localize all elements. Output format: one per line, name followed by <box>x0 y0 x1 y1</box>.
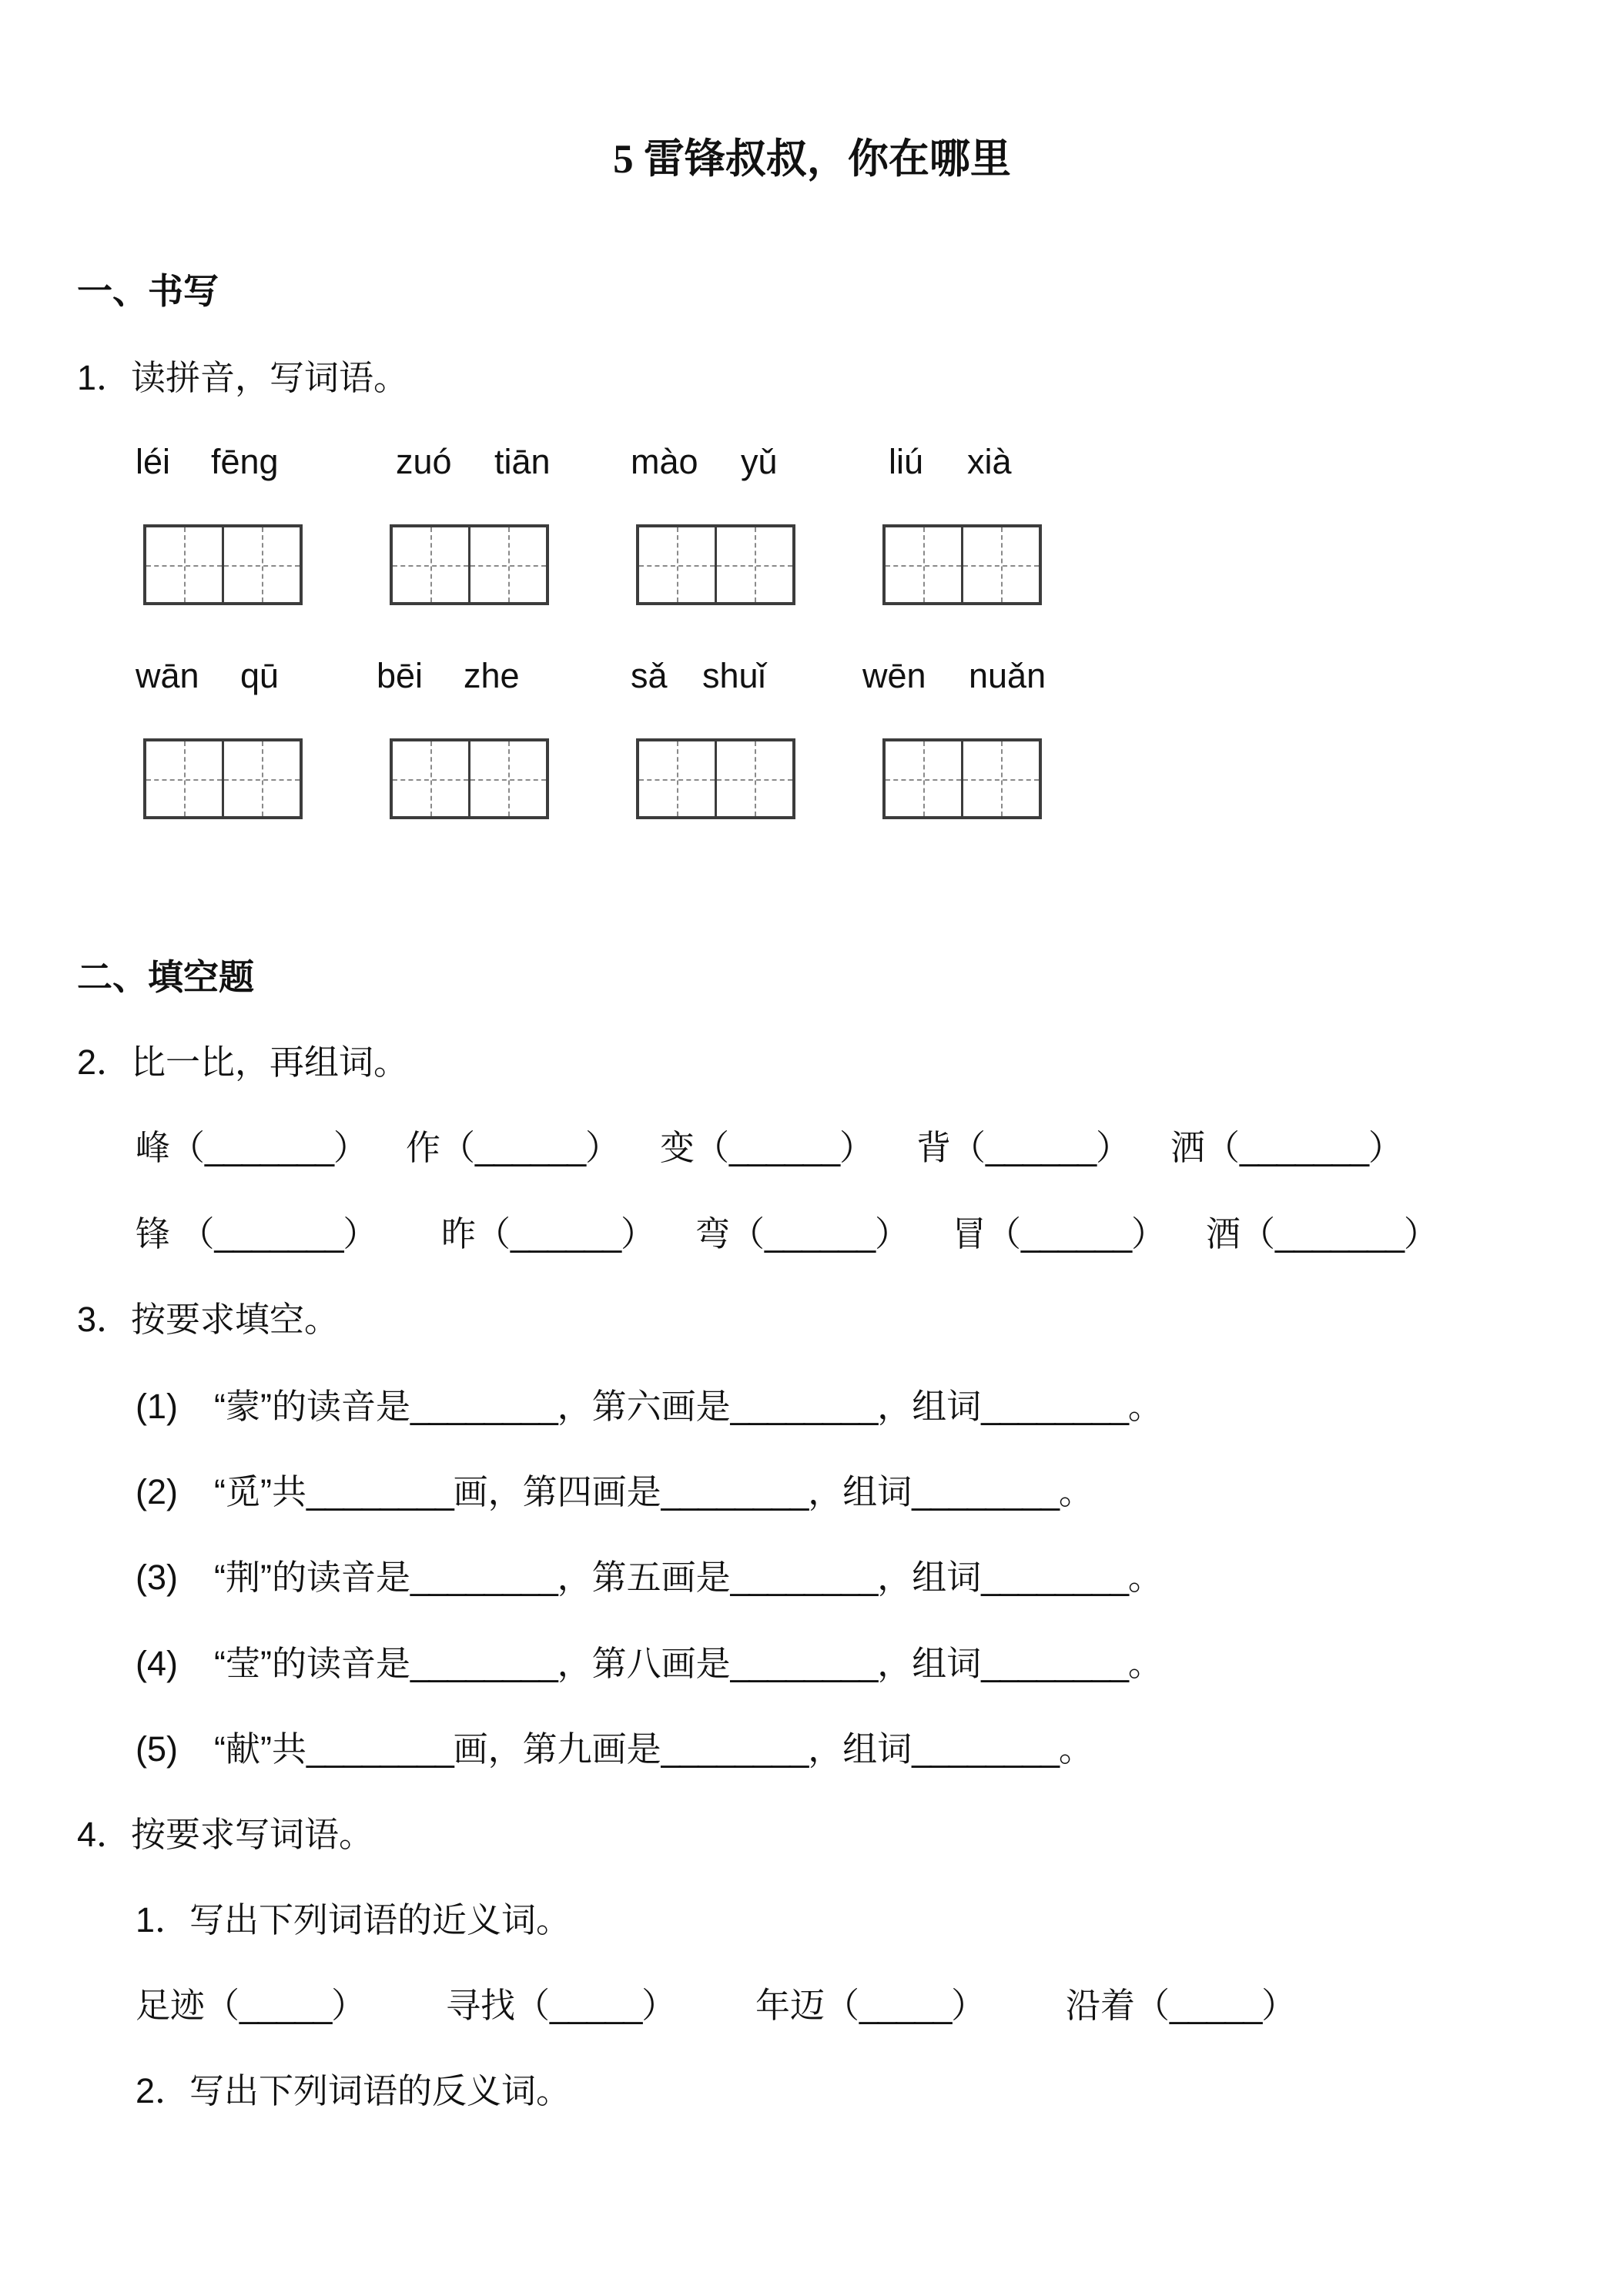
paren-close: ） <box>331 1986 367 2025</box>
answer-blank: _____ <box>859 1986 952 2025</box>
answer-blank: ________ <box>306 1472 454 1511</box>
answer-blank: ______ <box>475 1128 585 1167</box>
item-number: (4) <box>136 1644 178 1683</box>
answer-blank: ________ <box>912 1472 1059 1511</box>
answer-blank: _____ <box>239 1986 332 2025</box>
compare-item <box>136 1211 377 1257</box>
paren-close: ） <box>1095 1128 1130 1167</box>
item-text: 。 <box>1127 1558 1163 1597</box>
answer-blank: ______ <box>986 1128 1096 1167</box>
item-char: 峰（ <box>136 1128 206 1167</box>
item-text: “献”共 <box>214 1729 306 1769</box>
answer-blank: ______ <box>729 1128 839 1167</box>
item-word: 沿着（ <box>1066 1986 1170 2025</box>
question-2-prompt: 2．比一比，再组词。 <box>77 1043 409 1082</box>
synonym-prompt: 1．写出下列词语的近义词。 <box>136 1900 571 1940</box>
paren-close: ） <box>641 1986 677 2025</box>
paren-close: ） <box>1261 1986 1297 2025</box>
paren-close: ） <box>1403 1214 1438 1253</box>
item-text: 画，第四画是 <box>453 1472 661 1511</box>
answer-blank: ________ <box>410 1644 558 1683</box>
compare-item <box>695 1211 909 1257</box>
pinyin-syllable: bēi <box>377 656 424 695</box>
tianzige-box <box>636 524 795 605</box>
answer-blank: ________ <box>410 1387 558 1426</box>
tianzige-cell <box>222 527 300 602</box>
item-char: 锋 （ <box>136 1214 215 1253</box>
answer-blank: ________ <box>661 1472 809 1511</box>
tianzige-cell <box>468 527 546 602</box>
pinyin-syllable: xià <box>967 442 1012 481</box>
pinyin-syllable: fēng <box>211 442 279 481</box>
fill-item <box>136 1384 1163 1430</box>
item-number: (1) <box>136 1387 178 1426</box>
paren-close: ） <box>1130 1214 1166 1253</box>
page-title: 5 雷锋叔叔，你在哪里 <box>613 137 1011 182</box>
answer-blank: _______ <box>205 1128 333 1167</box>
synonym-item <box>1066 1983 1296 2029</box>
pinyin-syllable: wān <box>136 656 199 695</box>
item-text: 。 <box>1058 1729 1093 1769</box>
tianzige-box <box>143 524 303 605</box>
paren-close: ） <box>1368 1128 1403 1167</box>
item-text: “荆”的读音是 <box>214 1558 410 1597</box>
item-word: 寻找（ <box>446 1986 551 2025</box>
item-char: 昨（ <box>441 1214 511 1253</box>
answer-blank: ________ <box>981 1644 1128 1683</box>
paren-close: ） <box>874 1214 909 1253</box>
answer-blank: ________ <box>981 1558 1128 1597</box>
question-3-prompt: 3．按要求填空。 <box>77 1300 340 1339</box>
pinyin-syllable: wēn <box>862 656 926 695</box>
tianzige-box <box>390 738 549 819</box>
synonym-item <box>755 1983 986 2029</box>
item-char: 洒（ <box>1170 1128 1241 1167</box>
compare-item <box>916 1125 1130 1171</box>
answer-blank: ______ <box>1021 1214 1131 1253</box>
answer-blank: ______ <box>511 1214 621 1253</box>
tianzige-cell <box>961 741 1039 816</box>
compare-item <box>952 1211 1166 1257</box>
tianzige-box <box>882 738 1042 819</box>
item-char: 背（ <box>916 1128 986 1167</box>
tianzige-cell <box>886 741 961 816</box>
tianzige-cell <box>222 741 300 816</box>
item-text: ，组词 <box>877 1387 982 1426</box>
item-word: 足迹（ <box>136 1986 240 2025</box>
tianzige-box <box>390 524 549 605</box>
fill-item <box>136 1726 1093 1772</box>
item-char: 作（ <box>406 1128 476 1167</box>
item-number: (3) <box>136 1558 178 1597</box>
pinyin-syllable: sǎ <box>631 656 668 695</box>
answer-blank: ________ <box>306 1729 454 1769</box>
compare-item <box>1170 1125 1403 1171</box>
synonym-item <box>446 1983 676 2029</box>
answer-blank: _____ <box>550 1986 642 2025</box>
pinyin-syllable: tiān <box>494 442 551 481</box>
item-char: 变（ <box>660 1128 730 1167</box>
fill-item <box>136 1555 1163 1601</box>
pinyin-syllable: yǔ <box>741 442 778 481</box>
item-text: 。 <box>1127 1387 1163 1426</box>
item-text: “蒙”的读音是 <box>214 1387 410 1426</box>
answer-blank: ________ <box>981 1387 1128 1426</box>
answer-blank: _______ <box>214 1214 343 1253</box>
pinyin-syllable: qū <box>240 656 280 695</box>
item-text: ，组词 <box>877 1644 982 1683</box>
pinyin-syllable: léi <box>136 442 171 481</box>
paren-close: ） <box>620 1214 655 1253</box>
tianzige-cell <box>715 741 792 816</box>
item-char: 酒（ <box>1206 1214 1276 1253</box>
compare-item <box>660 1125 874 1171</box>
tianzige-cell <box>715 527 792 602</box>
item-text: 画，第九画是 <box>453 1729 661 1769</box>
fill-item <box>136 1469 1093 1515</box>
pinyin-syllable: liú <box>889 442 924 481</box>
pinyin-syllable: zhe <box>464 656 520 695</box>
tianzige-cell <box>393 527 468 602</box>
item-text: “觅”共 <box>214 1472 306 1511</box>
item-number: (5) <box>136 1729 178 1769</box>
item-text: ，组词 <box>877 1558 982 1597</box>
item-text: ，组词 <box>808 1472 912 1511</box>
paren-close: ） <box>333 1128 368 1167</box>
pinyin-syllable: mào <box>631 442 698 481</box>
pinyin-syllable: nuǎn <box>969 656 1046 695</box>
answer-blank: ________ <box>730 1644 878 1683</box>
compare-item <box>441 1211 655 1257</box>
item-text: ，第六画是 <box>557 1387 731 1426</box>
section-heading-writing: 一、书写 <box>77 271 219 311</box>
item-text: ，组词 <box>808 1729 912 1769</box>
question-4-prompt: 4．按要求写词语。 <box>77 1815 374 1854</box>
tianzige-cell <box>146 741 222 816</box>
section-heading-fill-in: 二、填空题 <box>77 957 254 997</box>
item-text: 。 <box>1058 1472 1093 1511</box>
tianzige-cell <box>146 527 222 602</box>
tianzige-box <box>143 738 303 819</box>
paren-close: ） <box>951 1986 986 2025</box>
paren-close: ） <box>584 1128 620 1167</box>
answer-blank: _______ <box>1275 1214 1404 1253</box>
synonym-item <box>136 1983 366 2029</box>
item-text: ，第五画是 <box>557 1558 731 1597</box>
tianzige-cell <box>393 741 468 816</box>
compare-item <box>136 1125 368 1171</box>
item-text: ，第八画是 <box>557 1644 731 1683</box>
item-word: 年迈（ <box>755 1986 860 2025</box>
item-char: 冒（ <box>952 1214 1022 1253</box>
tianzige-cell <box>468 741 546 816</box>
compare-item <box>1206 1211 1438 1257</box>
fill-item <box>136 1641 1163 1687</box>
tianzige-cell <box>639 527 715 602</box>
compare-item <box>406 1125 620 1171</box>
pinyin-syllable: zuó <box>396 442 452 481</box>
answer-blank: ________ <box>410 1558 558 1597</box>
tianzige-cell <box>886 527 961 602</box>
answer-blank: _______ <box>1240 1128 1368 1167</box>
paren-close: ） <box>343 1214 378 1253</box>
tianzige-cell <box>961 527 1039 602</box>
answer-blank: ________ <box>661 1729 809 1769</box>
tianzige-box <box>882 524 1042 605</box>
question-1-prompt: 1．读拼音，写词语。 <box>77 358 409 397</box>
pinyin-syllable: shuǐ <box>702 656 766 695</box>
answer-blank: _____ <box>1170 1986 1262 2025</box>
answer-blank: ________ <box>912 1729 1059 1769</box>
answer-blank: ______ <box>765 1214 875 1253</box>
antonym-prompt: 2．写出下列词语的反义词。 <box>136 2071 571 2110</box>
item-text: 。 <box>1127 1644 1163 1683</box>
answer-blank: ________ <box>730 1387 878 1426</box>
tianzige-cell <box>639 741 715 816</box>
item-text: “莹”的读音是 <box>214 1644 410 1683</box>
item-char: 弯（ <box>695 1214 765 1253</box>
paren-close: ） <box>839 1128 874 1167</box>
answer-blank: ________ <box>730 1558 878 1597</box>
tianzige-box <box>636 738 795 819</box>
item-number: (2) <box>136 1472 178 1511</box>
